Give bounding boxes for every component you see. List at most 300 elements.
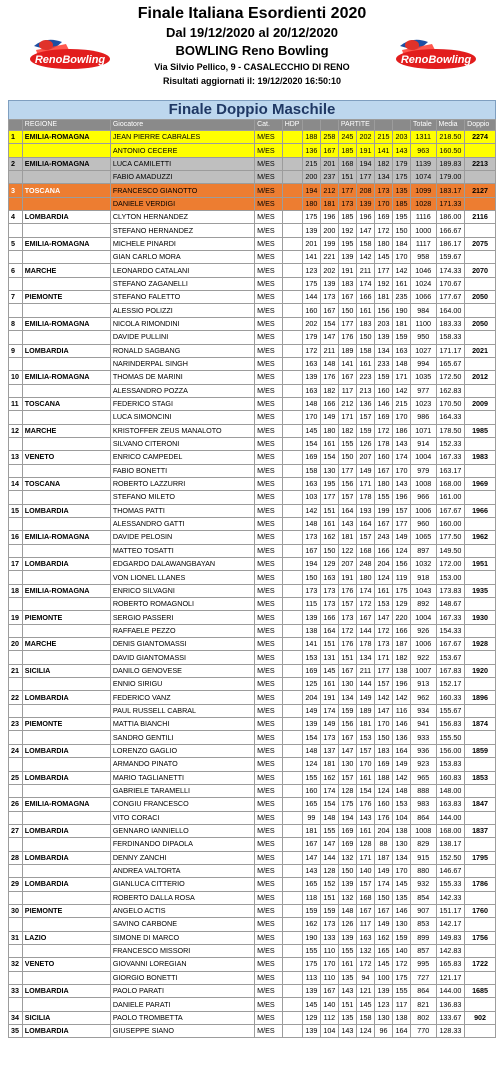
position-cell: 26	[9, 798, 23, 811]
position-cell	[9, 624, 23, 637]
player-total-cell: 963	[411, 144, 436, 157]
handicap-cell	[282, 1025, 302, 1038]
game-score-cell: 188	[302, 131, 320, 144]
game-score-cell: 169	[302, 451, 320, 464]
game-score-cell: 171	[338, 411, 356, 424]
team-total-cell	[465, 758, 496, 771]
game-score-cell: 175	[393, 971, 411, 984]
game-score-cell: 150	[338, 451, 356, 464]
team-total-cell	[465, 277, 496, 290]
handicap-cell	[282, 638, 302, 651]
player-average-cell: 178.50	[436, 424, 465, 437]
game-score-cell: 203	[374, 317, 392, 330]
player-name-cell: PAOLO PARATI	[110, 985, 254, 998]
category-cell: M/ES	[255, 678, 283, 691]
game-score-cell: 200	[320, 224, 338, 237]
region-cell	[22, 971, 110, 984]
game-score-cell: 183	[338, 277, 356, 290]
team-total-cell	[465, 384, 496, 397]
player-average-cell: 142.33	[436, 891, 465, 904]
player-total-cell: 965	[411, 771, 436, 784]
player-average-cell: 160.83	[436, 771, 465, 784]
player-name-cell: STEFANO FALETTO	[110, 291, 254, 304]
game-score-cell: 112	[320, 1011, 338, 1024]
region-cell	[22, 304, 110, 317]
handicap-cell	[282, 144, 302, 157]
player-total-cell: 915	[411, 851, 436, 864]
game-score-cell: 140	[393, 944, 411, 957]
handicap-cell	[282, 598, 302, 611]
position-cell: 20	[9, 638, 23, 651]
game-score-cell: 202	[320, 264, 338, 277]
player-average-cell: 159.67	[436, 251, 465, 264]
game-score-cell: 173	[320, 598, 338, 611]
player-total-cell: 1023	[411, 397, 436, 410]
category-cell: M/ES	[255, 664, 283, 677]
table-row	[9, 691, 496, 704]
game-score-cell: 117	[393, 998, 411, 1011]
handicap-cell	[282, 571, 302, 584]
game-score-cell: 166	[320, 611, 338, 624]
game-score-cell: 157	[338, 491, 356, 504]
player-average-cell: 128.33	[436, 1025, 465, 1038]
handicap-cell	[282, 758, 302, 771]
reno-bowling-logo-right	[392, 32, 478, 72]
col-g5	[374, 120, 392, 131]
player-total-cell: 1028	[411, 197, 436, 210]
category-cell: M/ES	[255, 331, 283, 344]
game-score-cell: 144	[356, 678, 374, 691]
event-dates: Dal 19/12/2020 al 20/12/2020	[165, 25, 339, 40]
game-score-cell: 223	[356, 371, 374, 384]
handicap-cell	[282, 744, 302, 757]
position-cell	[9, 704, 23, 717]
col-pos	[9, 120, 23, 131]
position-cell: 10	[9, 371, 23, 384]
player-average-cell: 160.50	[436, 144, 465, 157]
game-score-cell: 181	[302, 824, 320, 837]
team-total-cell: 1983	[465, 451, 496, 464]
game-score-cell: 148	[393, 357, 411, 370]
team-total-cell	[465, 704, 496, 717]
position-cell: 17	[9, 558, 23, 571]
game-score-cell: 164	[393, 744, 411, 757]
region-cell: LOMBARDIA	[22, 504, 110, 517]
game-score-cell: 157	[356, 878, 374, 891]
game-score-cell: 181	[356, 718, 374, 731]
game-score-cell: 126	[338, 918, 356, 931]
handicap-cell	[282, 944, 302, 957]
game-score-cell: 158	[302, 464, 320, 477]
category-cell: M/ES	[255, 758, 283, 771]
game-score-cell: 147	[356, 224, 374, 237]
player-name-cell: FABIO BONETTI	[110, 464, 254, 477]
game-score-cell: 153	[356, 731, 374, 744]
player-total-cell: 941	[411, 718, 436, 731]
game-score-cell: 195	[338, 237, 356, 250]
game-score-cell: 179	[393, 157, 411, 170]
table-row	[9, 237, 496, 250]
player-name-cell: STEFANO MILETO	[110, 491, 254, 504]
game-score-cell: 148	[320, 811, 338, 824]
game-score-cell: 139	[374, 985, 392, 998]
game-score-cell: 151	[320, 891, 338, 904]
region-cell: LOMBARDIA	[22, 744, 110, 757]
handicap-cell	[282, 304, 302, 317]
game-score-cell: 167	[374, 464, 392, 477]
table-row	[9, 678, 496, 691]
handicap-cell	[282, 985, 302, 998]
game-score-cell: 161	[356, 824, 374, 837]
table-row	[9, 758, 496, 771]
table-row	[9, 517, 496, 530]
handicap-cell	[282, 264, 302, 277]
region-cell: LOMBARDIA	[22, 851, 110, 864]
region-cell	[22, 224, 110, 237]
team-total-cell	[465, 437, 496, 450]
handicap-cell	[282, 411, 302, 424]
table-row	[9, 744, 496, 757]
game-score-cell: 163	[393, 344, 411, 357]
game-score-cell: 133	[320, 931, 338, 944]
game-score-cell: 163	[320, 571, 338, 584]
category-cell: M/ES	[255, 517, 283, 530]
game-score-cell: 147	[320, 331, 338, 344]
game-score-cell: 145	[356, 998, 374, 1011]
game-score-cell: 161	[356, 304, 374, 317]
game-score-cell: 190	[302, 931, 320, 944]
player-average-cell: 142.83	[436, 944, 465, 957]
team-total-cell: 902	[465, 1011, 496, 1024]
game-score-cell: 164	[320, 624, 338, 637]
table-row	[9, 317, 496, 330]
game-score-cell: 245	[338, 131, 356, 144]
player-name-cell: MICHELE PINARDI	[110, 237, 254, 250]
game-score-cell: 144	[356, 624, 374, 637]
player-total-cell: 1071	[411, 424, 436, 437]
game-score-cell: 144	[302, 291, 320, 304]
player-name-cell: SANDRO GENTILI	[110, 731, 254, 744]
game-score-cell: 139	[302, 985, 320, 998]
game-score-cell: 94	[356, 971, 374, 984]
team-total-cell	[465, 544, 496, 557]
game-score-cell: 195	[393, 211, 411, 224]
region-cell: MARCHE	[22, 424, 110, 437]
table-row	[9, 958, 496, 971]
handicap-cell	[282, 491, 302, 504]
player-name-cell: ENRICO SILVAGNI	[110, 584, 254, 597]
game-score-cell: 177	[393, 517, 411, 530]
player-name-cell: ANTONIO CECERE	[110, 144, 254, 157]
game-score-cell: 145	[302, 424, 320, 437]
team-total-cell: 2075	[465, 237, 496, 250]
region-cell: PIEMONTE	[22, 611, 110, 624]
team-total-cell	[465, 491, 496, 504]
game-score-cell: 160	[374, 798, 392, 811]
position-cell: 24	[9, 744, 23, 757]
handicap-cell	[282, 517, 302, 530]
game-score-cell: 189	[338, 344, 356, 357]
region-cell	[22, 517, 110, 530]
player-total-cell: 892	[411, 598, 436, 611]
game-score-cell: 204	[302, 691, 320, 704]
game-score-cell: 175	[302, 958, 320, 971]
game-score-cell: 171	[356, 477, 374, 490]
table-row	[9, 251, 496, 264]
handicap-cell	[282, 237, 302, 250]
game-score-cell: 258	[320, 131, 338, 144]
game-score-cell: 194	[302, 184, 320, 197]
game-score-cell: 172	[374, 424, 392, 437]
player-total-cell: 923	[411, 758, 436, 771]
region-cell: MARCHE	[22, 264, 110, 277]
game-score-cell: 180	[374, 477, 392, 490]
game-score-cell: 151	[338, 998, 356, 1011]
player-total-cell: 994	[411, 357, 436, 370]
game-score-cell: 167	[302, 838, 320, 851]
player-total-cell: 1139	[411, 157, 436, 170]
handicap-cell	[282, 798, 302, 811]
region-cell	[22, 624, 110, 637]
handicap-cell	[282, 584, 302, 597]
position-cell	[9, 944, 23, 957]
game-score-cell: 135	[393, 891, 411, 904]
player-total-cell: 933	[411, 731, 436, 744]
game-score-cell: 146	[393, 904, 411, 917]
game-score-cell: 123	[374, 998, 392, 1011]
game-score-cell: 134	[338, 691, 356, 704]
player-name-cell: FEDERICO STAGI	[110, 397, 254, 410]
handicap-cell	[282, 197, 302, 210]
region-cell	[22, 571, 110, 584]
table-row	[9, 384, 496, 397]
region-cell: PIEMONTE	[22, 291, 110, 304]
table-row	[9, 531, 496, 544]
category-cell: M/ES	[255, 1025, 283, 1038]
game-score-cell: 147	[302, 851, 320, 864]
game-score-cell: 175	[393, 171, 411, 184]
game-score-cell: 207	[338, 558, 356, 571]
category-cell: M/ES	[255, 504, 283, 517]
game-score-cell: 104	[393, 811, 411, 824]
position-cell	[9, 891, 23, 904]
game-score-cell: 157	[356, 744, 374, 757]
team-total-cell	[465, 171, 496, 184]
region-cell	[22, 758, 110, 771]
game-score-cell: 136	[356, 397, 374, 410]
region-cell	[22, 437, 110, 450]
category-cell: M/ES	[255, 491, 283, 504]
player-average-cell: 170.50	[436, 397, 465, 410]
category-cell: M/ES	[255, 384, 283, 397]
table-row	[9, 558, 496, 571]
game-score-cell: 173	[320, 731, 338, 744]
player-total-cell: 1046	[411, 264, 436, 277]
team-total-cell	[465, 331, 496, 344]
game-score-cell: 134	[374, 171, 392, 184]
handicap-cell	[282, 838, 302, 851]
player-name-cell: DAVID GIANTOMASSI	[110, 651, 254, 664]
game-score-cell: 149	[393, 758, 411, 771]
player-average-cell: 173.83	[436, 584, 465, 597]
region-cell: LOMBARDIA	[22, 878, 110, 891]
game-score-cell: 192	[374, 277, 392, 290]
player-total-cell: 1043	[411, 584, 436, 597]
game-score-cell: 149	[320, 411, 338, 424]
region-cell: EMILIA-ROMAGNA	[22, 157, 110, 170]
handicap-cell	[282, 277, 302, 290]
game-score-cell: 203	[393, 131, 411, 144]
region-cell: EMILIA-ROMAGNA	[22, 798, 110, 811]
player-average-cell: 152.33	[436, 437, 465, 450]
game-score-cell: 154	[320, 451, 338, 464]
game-score-cell: 196	[356, 211, 374, 224]
team-total-cell: 2050	[465, 317, 496, 330]
region-cell	[22, 784, 110, 797]
player-total-cell: 914	[411, 437, 436, 450]
table-row	[9, 331, 496, 344]
game-score-cell: 195	[320, 477, 338, 490]
game-score-cell: 157	[338, 771, 356, 784]
region-cell: EMILIA-ROMAGNA	[22, 317, 110, 330]
game-score-cell: 148	[302, 744, 320, 757]
category-cell: M/ES	[255, 731, 283, 744]
handicap-cell	[282, 477, 302, 490]
player-name-cell: ARMANDO PINATO	[110, 758, 254, 771]
game-score-cell: 176	[374, 811, 392, 824]
team-total-cell	[465, 224, 496, 237]
game-score-cell: 180	[302, 197, 320, 210]
player-total-cell: 958	[411, 251, 436, 264]
player-total-cell: 1032	[411, 558, 436, 571]
player-name-cell: FABIO AMADUZZI	[110, 171, 254, 184]
category-cell: M/ES	[255, 638, 283, 651]
game-score-cell: 155	[338, 944, 356, 957]
game-score-cell: 148	[302, 517, 320, 530]
team-total-cell: 1969	[465, 477, 496, 490]
game-score-cell: 191	[356, 144, 374, 157]
handicap-cell	[282, 878, 302, 891]
game-score-cell: 163	[356, 931, 374, 944]
game-score-cell: 132	[356, 944, 374, 957]
region-cell: LOMBARDIA	[22, 985, 110, 998]
table-row	[9, 264, 496, 277]
game-score-cell: 164	[356, 517, 374, 530]
game-score-cell: 167	[338, 291, 356, 304]
game-score-cell: 143	[393, 437, 411, 450]
game-score-cell: 211	[356, 664, 374, 677]
player-name-cell: DAVIDE PULLINI	[110, 331, 254, 344]
game-score-cell: 156	[338, 718, 356, 731]
player-average-cell: 155.67	[436, 704, 465, 717]
game-score-cell: 181	[338, 531, 356, 544]
category-cell: M/ES	[255, 904, 283, 917]
game-score-cell: 243	[374, 531, 392, 544]
game-score-cell: 130	[374, 1011, 392, 1024]
game-score-cell: 143	[338, 985, 356, 998]
game-score-cell: 124	[374, 784, 392, 797]
category-cell: M/ES	[255, 651, 283, 664]
category-cell: M/ES	[255, 571, 283, 584]
game-score-cell: 165	[374, 944, 392, 957]
player-total-cell: 950	[411, 331, 436, 344]
player-total-cell: 934	[411, 704, 436, 717]
player-average-cell: 133.67	[436, 1011, 465, 1024]
game-score-cell: 150	[393, 224, 411, 237]
player-total-cell: 770	[411, 1025, 436, 1038]
category-cell: M/ES	[255, 918, 283, 931]
category-cell: M/ES	[255, 584, 283, 597]
game-score-cell: 142	[374, 691, 392, 704]
player-average-cell: 151.17	[436, 904, 465, 917]
handicap-cell	[282, 691, 302, 704]
game-score-cell: 124	[356, 1025, 374, 1038]
region-cell	[22, 731, 110, 744]
table-row	[9, 918, 496, 931]
game-score-cell: 155	[320, 824, 338, 837]
game-score-cell: 211	[320, 344, 338, 357]
category-cell: M/ES	[255, 464, 283, 477]
game-score-cell: 139	[302, 224, 320, 237]
category-cell: M/ES	[255, 197, 283, 210]
game-score-cell: 167	[338, 664, 356, 677]
category-cell: M/ES	[255, 184, 283, 197]
game-score-cell: 201	[320, 157, 338, 170]
game-score-cell: 119	[393, 571, 411, 584]
player-average-cell: 154.33	[436, 624, 465, 637]
game-score-cell: 155	[338, 437, 356, 450]
page-header	[0, 0, 504, 100]
category-cell: M/ES	[255, 357, 283, 370]
player-total-cell: 1099	[411, 184, 436, 197]
region-cell	[22, 171, 110, 184]
game-score-cell: 154	[320, 798, 338, 811]
game-score-cell: 162	[302, 918, 320, 931]
table-row	[9, 491, 496, 504]
player-name-cell: VITO CORACI	[110, 811, 254, 824]
player-total-cell: 864	[411, 985, 436, 998]
category-cell: M/ES	[255, 1011, 283, 1024]
team-total-cell	[465, 251, 496, 264]
game-score-cell: 194	[338, 811, 356, 824]
table-row	[9, 437, 496, 450]
game-score-cell: 177	[374, 264, 392, 277]
player-name-cell: FEDERICO VANZ	[110, 691, 254, 704]
region-cell	[22, 891, 110, 904]
player-average-cell: 189.83	[436, 157, 465, 170]
player-total-cell: 977	[411, 384, 436, 397]
player-name-cell: THOMAS DE MARINI	[110, 371, 254, 384]
category-cell: M/ES	[255, 931, 283, 944]
col-total: Totale	[411, 120, 436, 131]
player-name-cell: DAVIDE PELOSIN	[110, 531, 254, 544]
game-score-cell: 144	[320, 851, 338, 864]
game-score-cell: 164	[393, 1025, 411, 1038]
player-average-cell: 121.17	[436, 971, 465, 984]
svg-text:RenoBowling: RenoBowling	[34, 54, 106, 66]
category-cell: M/ES	[255, 211, 283, 224]
category-cell: M/ES	[255, 304, 283, 317]
table-row	[9, 477, 496, 490]
position-cell: 9	[9, 344, 23, 357]
team-total-cell: 2021	[465, 344, 496, 357]
player-average-cell: 166.67	[436, 224, 465, 237]
game-score-cell: 176	[320, 371, 338, 384]
handicap-cell	[282, 451, 302, 464]
player-name-cell: LEONARDO CATALANI	[110, 264, 254, 277]
game-score-cell: 159	[393, 331, 411, 344]
game-score-cell: 168	[356, 544, 374, 557]
